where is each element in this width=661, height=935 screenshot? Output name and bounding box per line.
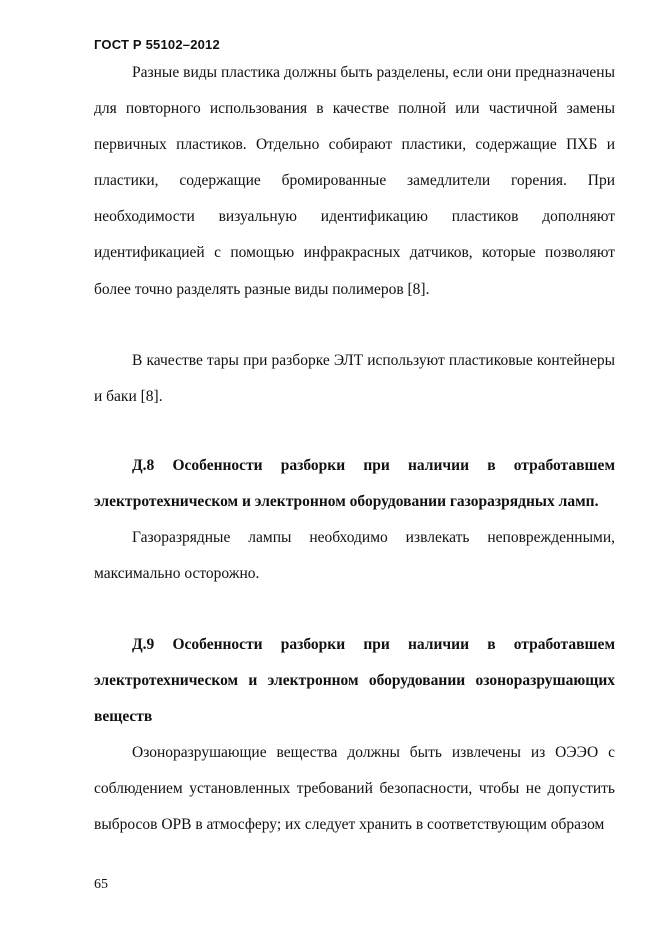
- section-heading-d8: Д.8 Особенности разборки при наличии в отработавшем электротехническом и электронном оборудовании газоразрядных ламп.: [94, 457, 615, 511]
- paragraph-discharge-lamps: Газоразрядные лампы необходимо извлекать неповрежденными, максимально осторожно.: [94, 529, 615, 583]
- section-heading-d9: Д.9 Особенности разборки при наличии в отработавшем электротехническом и электронном оборудовании озоноразрушающих веществ: [94, 636, 615, 726]
- paragraph-plastics-separation: Разные виды пластика должны быть разделены, если они предназначены для повторного использования в качестве полной или частичной замены первичных пластиков. Отдельно собирают пластики, содержащие ПХБ и пластики, содержащие бромированные замедлители горения. При необходимости визуальную идентификацию пластиков дополняют идентификацией с помощью инфракрасных датчиков, которые позволяют более точно разделять разные виды полимеров [8].: [94, 64, 615, 298]
- paragraph-crt-containers: В качестве тары при разборке ЭЛТ используют пластиковые контейнеры и баки [8].: [94, 352, 615, 406]
- paragraph-ozone-substances: Озоноразрушающие вещества должны быть извлечены из ОЭЭО с соблюдением установленных требований безопасности, чтобы не допустить выбросов ОРВ в атмосферу; их следует хранить в соответствующим образом: [94, 744, 615, 834]
- document-code-header: ГОСТ Р 55102–2012: [94, 37, 220, 52]
- page-number: 65: [94, 877, 108, 892]
